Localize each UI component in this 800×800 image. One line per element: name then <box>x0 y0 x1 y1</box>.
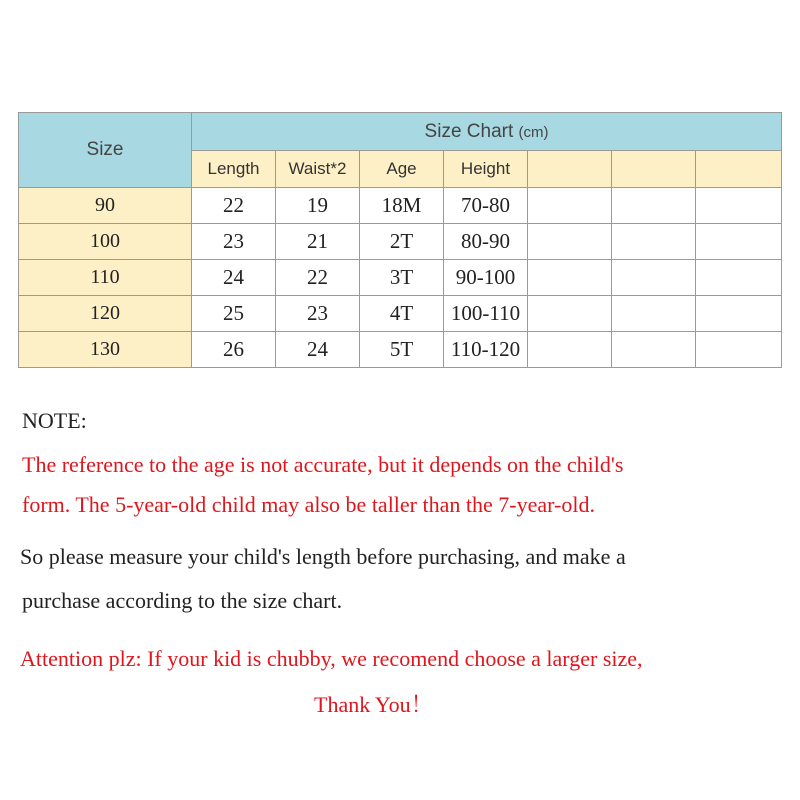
size-cell: 130 <box>19 332 192 368</box>
age-cell: 18M <box>360 188 444 224</box>
blank-cell <box>696 188 782 224</box>
note-thank-you: Thank You！ <box>314 692 433 717</box>
table-row <box>19 188 782 224</box>
table-row <box>19 296 782 332</box>
length-cell: 26 <box>192 332 276 368</box>
blank-cell <box>528 260 612 296</box>
blank-cell <box>528 224 612 260</box>
size-cell: 110 <box>19 260 192 296</box>
height-cell: 80-90 <box>444 224 528 260</box>
column-header-age: Age <box>360 151 444 188</box>
chart-title-header <box>192 113 782 151</box>
table-row <box>19 332 782 368</box>
note-measure-line1: So please measure your child's length before purchasing, and make a <box>20 544 626 569</box>
blank-cell <box>696 224 782 260</box>
size-cell: 100 <box>19 224 192 260</box>
blank-cell <box>612 260 696 296</box>
blank-cell <box>612 332 696 368</box>
age-cell: 2T <box>360 224 444 260</box>
age-cell: 4T <box>360 296 444 332</box>
height-cell: 70-80 <box>444 188 528 224</box>
column-header-length: Length <box>192 151 276 188</box>
note-heading: NOTE: <box>22 408 87 433</box>
waist-cell: 21 <box>276 224 360 260</box>
table-row <box>19 260 782 296</box>
note-measure-line2: purchase according to the size chart. <box>22 588 343 613</box>
blank-cell <box>696 296 782 332</box>
waist-cell: 23 <box>276 296 360 332</box>
height-cell: 100-110 <box>444 296 528 332</box>
length-cell: 22 <box>192 188 276 224</box>
blank-header-cell <box>612 151 696 188</box>
chart-title: Size Chart <box>424 120 514 142</box>
blank-cell <box>612 188 696 224</box>
blank-cell <box>528 296 612 332</box>
size-cell: 120 <box>19 296 192 332</box>
blank-cell <box>528 188 612 224</box>
table-row <box>19 224 782 260</box>
blank-cell <box>612 224 696 260</box>
length-cell: 24 <box>192 260 276 296</box>
column-header-waist: Waist*2 <box>276 151 360 188</box>
age-cell: 5T <box>360 332 444 368</box>
height-cell: 90-100 <box>444 260 528 296</box>
size-chart-table <box>18 112 782 368</box>
note-age-disclaimer-line2: form. The 5-year-old child may also be taller than the 7-year-old. <box>22 492 595 517</box>
waist-cell: 22 <box>276 260 360 296</box>
length-cell: 23 <box>192 224 276 260</box>
blank-cell <box>528 332 612 368</box>
column-header-height: Height <box>444 151 528 188</box>
blank-header-cell <box>528 151 612 188</box>
note-attention: Attention plz: If your kid is chubby, we recomend choose a larger size, <box>20 646 643 671</box>
length-cell: 25 <box>192 296 276 332</box>
chart-unit: (cm) <box>518 123 549 141</box>
blank-cell <box>612 296 696 332</box>
blank-cell <box>696 332 782 368</box>
size-cell: 90 <box>19 188 192 224</box>
size-column-header: Size <box>19 113 192 188</box>
age-cell: 3T <box>360 260 444 296</box>
height-cell: 110-120 <box>444 332 528 368</box>
blank-cell <box>696 260 782 296</box>
waist-cell: 24 <box>276 332 360 368</box>
blank-header-cell <box>696 151 782 188</box>
note-age-disclaimer-line1: The reference to the age is not accurate, but it depends on the child's <box>22 452 624 477</box>
waist-cell: 19 <box>276 188 360 224</box>
